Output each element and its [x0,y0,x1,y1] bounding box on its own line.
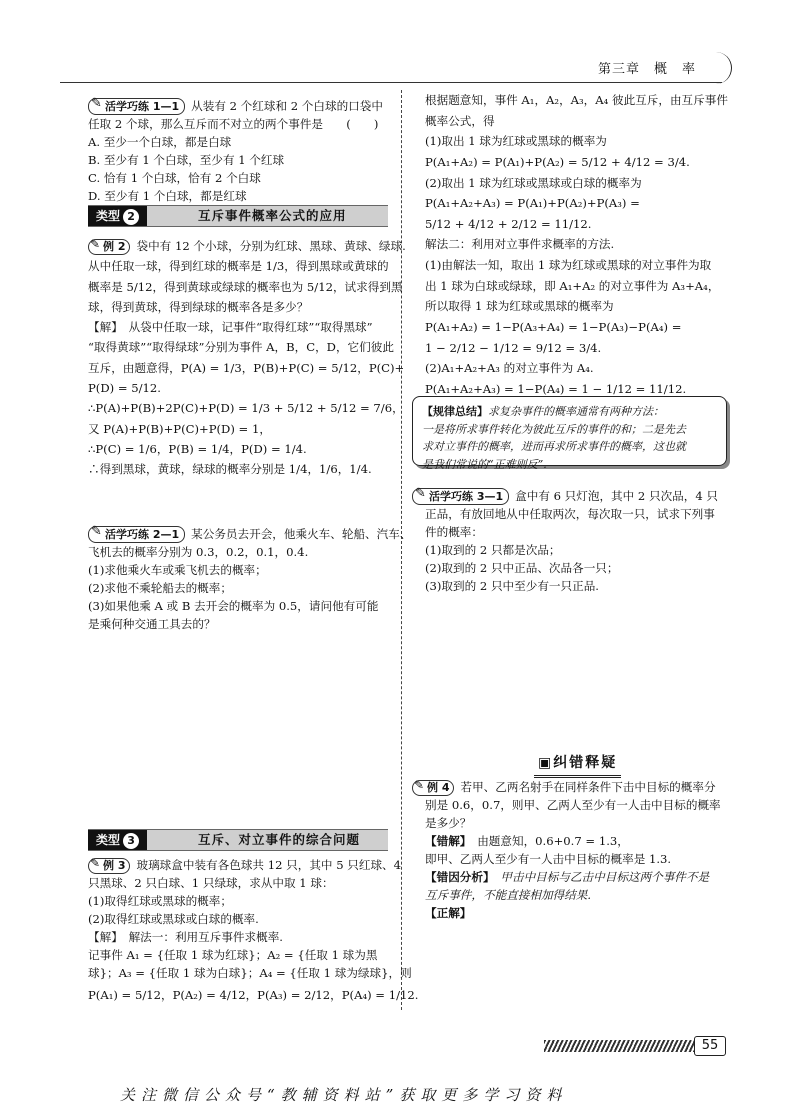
practice-badge: ✎ 活学巧练 2—1 [88,526,185,543]
correction-title: ▣纠错释疑 [538,753,617,775]
text-line: 袋中有 12 个小球，分别为红球、黑球、黄球、绿球. [136,239,406,253]
text-line: 球}；A₃ = {任取 1 球为白球}；A₄ = {任取 1 球为绿球}，则 [88,965,412,980]
text-line: 记事件 A₁ = {任取 1 球为红球}；A₂ = {任取 1 球为黑 [88,947,378,962]
text-line: (1)取出 1 球为红球或黑球的概率为 [425,134,607,149]
text-line: 任取 2 个球，那么互斥而不对立的两个事件是 ( ) [88,116,379,131]
text-line: 从装有 2 个红球和 2 个白球的口袋中 [191,99,383,113]
text-line: ∴P(A)+P(B)+2P(C)+P(D) = 1/3 + 5/12 + 5/12 = 7/6， [88,401,404,416]
header-rule [60,82,722,83]
text-line: 是多少？ [425,815,472,830]
page-number: 55 [694,1036,726,1056]
text-line: ∴得到黑球，黄球，绿球的概率分别是 1/4，1/6，1/4. [88,462,372,477]
text-line: 件的概率： [425,524,483,539]
text-line: 若甲、乙两名射手在同样条件下击中目标的概率分 [460,780,716,794]
text-line: 正品，有放回地从中任取两次，每次取一只，试求下列事 [425,506,715,521]
text-line: P(A₁+A₂+A₃) = P(A₁)+P(A₂)+P(A₃) = [425,196,640,211]
type-label: 类型 2 [88,206,147,226]
text-line: (1)取得红球或黑球的概率； [88,893,232,908]
column-divider [401,90,402,1010]
type-label: 类型 3 [88,830,147,850]
practice-badge: ✎ 活学巧练 1—1 [88,98,185,115]
text-line: (3)取到的 2 只中至少有一只正品. [425,578,599,593]
option-c: C. 恰有 1 个白球，恰有 2 个白球 [88,170,261,185]
text-line: 求复杂事件的概率通常有两种方法： [488,405,664,418]
text-line: 只黑球、2 只白球、1 只绿球，求从中取 1 球： [88,875,334,890]
example-2 [88,236,406,479]
text-line: ∴P(C) = 1/6，P(B) = 1/4，P(D) = 1/4. [88,441,307,456]
correct-label: 【正解】 [425,905,472,920]
text-line: 解法二：利用对立事件求概率的方法. [425,237,615,252]
rule-summary-box [412,396,727,471]
text-line: P(A₁+A₂) = P(A₁)+P(A₂) = 5/12 + 4/12 = 3/4. [425,154,690,169]
summary-key: 【规律总结】 [422,405,488,418]
text-line: (2)取到的 2 只中正品、次品各一只； [425,560,619,575]
text-line: “取得黄球”“取得绿球”分别为事件 A，B，C，D，它们彼此 [88,340,394,355]
practice-2-1 [88,526,412,634]
text-line: 盒中有 6 只灯泡，其中 2 只次品，4 只 [515,489,719,503]
option-b: B. 至少有 1 个白球，至少有 1 个红球 [88,152,285,167]
example-3-solution [425,90,730,399]
text-line: (1)求他乘火车或乘飞机去的概率； [88,562,267,577]
text-line: 互斥事件，不能直接相加得结果. [425,887,591,902]
text-line: 【解】 从袋中任取一球，记事件“取得红球”“取得黑球” [88,320,373,335]
page-stripe [544,1040,694,1052]
text-line: (2)取出 1 球为红球或黑球或白球的概率为 [425,175,642,190]
text-line: (1)由解法一知，取出 1 球为红球或黑球的对立事件为取 [425,258,712,272]
text-line: P(D) = 5/12. [88,380,161,395]
option-d: D. 至少有 1 个白球，都是红球 [88,188,247,203]
type3-bar [88,829,388,851]
text-line: (1)取到的 2 只都是次品； [425,542,561,557]
text-line: (3)如果他乘 A 或 B 去开会的概率为 0.5，请问他有可能 [88,598,379,613]
text-line: 飞机去的概率分别为 0.3，0.2，0.1，0.4. [88,544,309,559]
text-line: 【解】 解法一：利用互斥事件求概率. [88,929,283,944]
analysis-label: 【错因分析】 [425,869,489,884]
text-line: 是我们常说的“正难则反”. [422,457,547,471]
text-line: 又 P(A)+P(B)+P(C)+P(D) = 1， [88,421,271,436]
example-4 [412,779,730,923]
document-icon: ▣ [538,755,554,771]
type3-title: 互斥、对立事件的综合问题 [198,832,361,847]
text-line: 别是 0.6，0.7，则甲、乙两人至少有一人击中目标的概率 [425,797,721,812]
wrong-label: 【错解】 [425,833,466,848]
text-line: 概率公式，得 [425,113,495,128]
header-bracket [713,52,732,84]
text-line: P(A₁) = 5/12，P(A₂) = 4/12，P(A₃) = 2/12，P(A₄) = 1/12. [88,987,419,1002]
text-line: 所以取得 1 球为红球或黑球的概率为 [425,299,614,314]
chapter-header: 第三章 概 率 [598,62,697,77]
text-line: P(A₁+A₂+A₃) = 1−P(A₄) = 1 − 1/12 = 11/12. [425,381,687,396]
type2-title: 互斥事件概率公式的应用 [198,208,347,223]
text-line: 概率是 5/12，得到黄球或绿球的概率也为 5/12，试求得到黑 [88,279,403,294]
text-line: 一是将所求事件转化为彼此互斥的事件的和；二是先去 [422,422,686,436]
example-badge: ✎ 例 4 [412,780,454,796]
text-line: 由题意知，0.6+0.7 = 1.3， [477,833,629,848]
text-line: 5/12 + 4/12 + 2/12 = 11/12. [425,216,592,231]
text-line: 某公务员去开会，他乘火车、轮船、汽车、 [191,527,412,541]
example-3 [88,857,419,1005]
text-line: P(A₁+A₂) = 1−P(A₃+A₄) = 1−P(A₃)−P(A₄) = [425,319,682,334]
text-line: (2)取得红球或黑球或白球的概率. [88,911,259,926]
text-line: 即甲、乙两人至少有一人击中目标的概率是 1.3. [425,851,672,866]
example-badge: ✎ 例 2 [88,239,130,255]
type2-bar [88,205,388,227]
practice-badge: ✎ 活学巧练 3—1 [412,488,509,505]
text-line: 是乘何种交通工具去的？ [88,616,216,631]
text-line: 求对立事件的概率，进而再求所求事件的概率，这也就 [422,440,686,454]
text-line: (2)求他不乘轮船去的概率； [88,580,232,595]
footer-note: 关注微信公众号“教辅资料站”获取更多学习资料 [120,1086,568,1104]
text-line: 互斥，由题意得，P(A) = 1/3，P(B)+P(C) = 5/12，P(C)+ [88,360,405,375]
text-line: 甲击中目标与乙击中目标这两个事件不是 [500,869,710,884]
text-line: 玻璃球盒中装有各色球共 12 只，其中 5 只红球、4 [136,858,402,872]
text-line: 根据题意知，事件 A₁，A₂，A₃，A₄ 彼此互斥，由互斥事件 [425,93,728,107]
text-line: 出 1 球为白球或绿球，即 A₁+A₂ 的对立事件为 A₃+A₄， [425,278,720,293]
text-line: 从中任取一球，得到红球的概率是 1/3，得到黑球或黄球的 [88,259,389,274]
text-line: (2)A₁+A₂+A₃ 的对立事件为 A₄. [425,361,594,376]
option-a: A. 至少一个白球，都是白球 [88,134,232,149]
practice-3-1 [412,488,730,596]
text-line: 1 − 2/12 − 1/12 = 9/12 = 3/4. [425,340,602,355]
text-line: 球，得到黄球，得到绿球的概率各是多少？ [88,299,309,314]
practice-1-1 [88,98,393,206]
example-badge: ✎ 例 3 [88,858,130,874]
